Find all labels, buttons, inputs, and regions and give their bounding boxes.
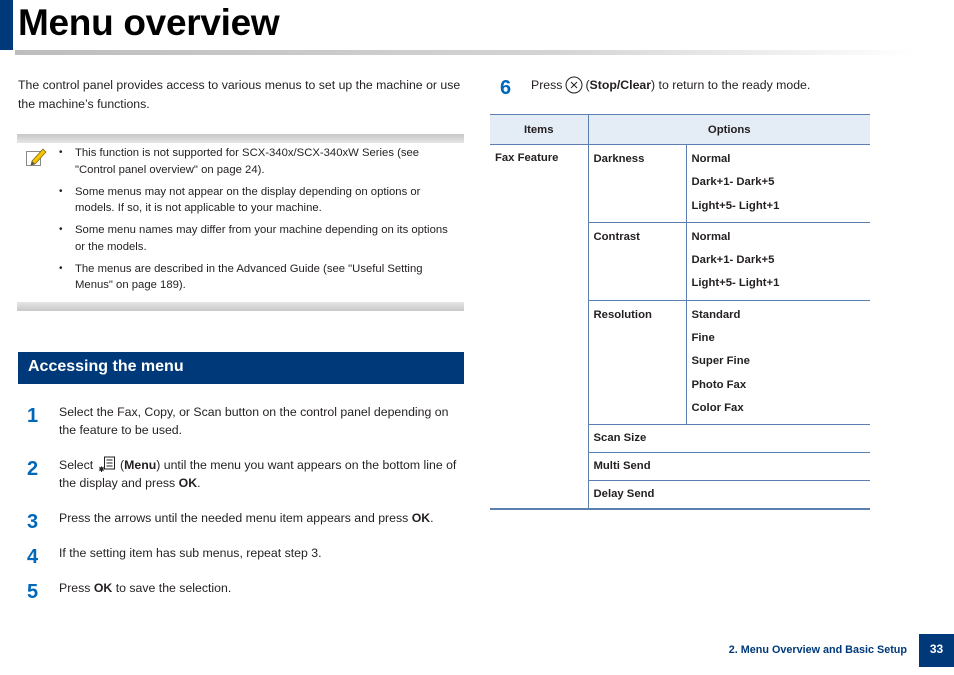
- intro-paragraph: The control panel provides access to various menus to set up the machine or use the machine’s functions.: [18, 78, 461, 111]
- note-bottom-rule: [17, 302, 464, 311]
- values-cell: [686, 300, 870, 424]
- submenu-cell: Multi Send: [588, 453, 870, 481]
- step-2-end: .: [197, 476, 201, 490]
- submenu-cell: Darkness: [588, 145, 686, 223]
- step-2-post: ) until the menu you want appears on the bottom line of the display and press: [59, 458, 457, 490]
- option-value: Color Fax: [691, 401, 744, 414]
- table-header-row: [490, 115, 870, 145]
- note-box: [17, 134, 464, 311]
- step-2-lparen: (: [116, 458, 125, 472]
- step-number-5: 5: [27, 581, 39, 603]
- step-number-6: 6: [500, 77, 512, 99]
- note-item: • Some menu names may differ from your machine depending on its options or the models.: [59, 222, 459, 255]
- option-value: Light+5- Light+1: [691, 277, 780, 290]
- step-1-text: Select the Fax, Copy, or Scan button on the control panel depending on the feature to be used.: [59, 405, 449, 437]
- header-items: Items: [490, 115, 588, 145]
- option-value: Dark+1- Dark+5: [691, 254, 775, 267]
- option-value: Photo Fax: [691, 378, 747, 391]
- step-3-end: .: [430, 511, 434, 525]
- note-item: • This function is not supported for SCX-340x/SCX-340xW Series (see "Control panel overview" on page 24).: [59, 145, 459, 178]
- step-5-ok: OK: [93, 581, 113, 595]
- step-number-3: 3: [27, 511, 39, 533]
- step-number-4: 4: [27, 546, 39, 568]
- submenu-cell: Contrast: [588, 222, 686, 300]
- note-pencil-icon: [25, 147, 47, 169]
- step-5-text: [59, 579, 465, 597]
- section-header: [18, 352, 464, 384]
- step-5-post: to save the selection.: [112, 581, 232, 595]
- step-6-lparen: (: [585, 78, 590, 92]
- stop-clear-icon: [565, 76, 583, 94]
- option-value: Light+5- Light+1: [691, 199, 780, 212]
- submenu-cell: Resolution: [588, 300, 686, 424]
- step-6-stop-label: Stop/Clear: [589, 78, 652, 92]
- note-top-rule: [17, 134, 464, 143]
- values-cell: [686, 222, 870, 300]
- option-value: Fine: [691, 332, 715, 345]
- step-3-pre: Press the arrows until the needed menu item appears and press: [59, 511, 412, 525]
- menu-button-icon: [98, 456, 116, 473]
- step-3-text: [59, 509, 465, 527]
- feature-cell: Fax Feature: [490, 145, 588, 509]
- step-number-1: 1: [27, 405, 39, 427]
- section-title: Accessing the menu: [28, 358, 184, 375]
- step-6-text: [531, 76, 810, 94]
- footer-chapter: 2. Menu Overview and Basic Setup: [728, 644, 907, 656]
- note-list: [59, 145, 459, 299]
- option-value: Normal: [691, 230, 731, 243]
- step-5-pre: Press: [59, 581, 94, 595]
- menu-options-table: [490, 114, 870, 510]
- step-6-pre: Press: [531, 78, 563, 92]
- title-rule: [15, 50, 915, 55]
- step-2-menu-label: Menu: [124, 458, 157, 472]
- title-accent-bar: [0, 0, 13, 50]
- step-6-post: ) to return to the ready mode.: [651, 78, 811, 92]
- table-row: [490, 145, 870, 223]
- submenu-cell: Delay Send: [588, 481, 870, 509]
- step-2-ok: OK: [178, 476, 198, 490]
- option-value: Dark+1- Dark+5: [691, 176, 775, 189]
- step-4-text: If the setting item has sub menus, repeat step 3.: [59, 546, 322, 560]
- submenu-cell: Scan Size: [588, 425, 870, 453]
- option-value: Super Fine: [691, 355, 750, 368]
- page-title: Menu overview: [18, 2, 280, 43]
- option-value: Normal: [691, 153, 731, 165]
- step-number-2: 2: [27, 458, 39, 480]
- note-item: • The menus are described in the Advanced Guide (see "Useful Setting Menus" on page 189).: [59, 261, 459, 294]
- step-2-pre: Select: [59, 458, 94, 472]
- step-3-ok: OK: [411, 511, 431, 525]
- step-2-text: [59, 456, 465, 492]
- note-item: • Some menus may not appear on the display depending on options or models. If so, it is not applicable to your machine.: [59, 184, 459, 217]
- header-options: Options: [588, 115, 870, 145]
- values-cell: [686, 145, 870, 223]
- option-value: Standard: [691, 308, 741, 321]
- page-number-badge: 33: [919, 634, 954, 667]
